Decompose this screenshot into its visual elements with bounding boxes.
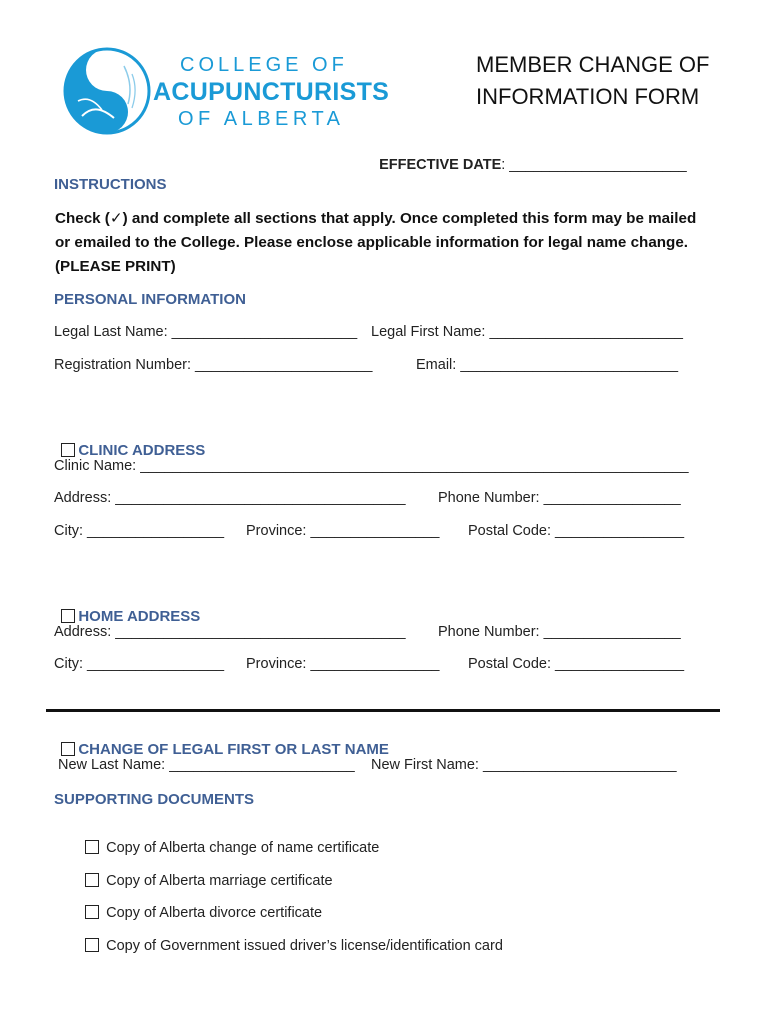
- effective-date-blank[interactable]: : ______________________: [501, 157, 687, 173]
- new-last-name-field[interactable]: New Last Name: _______________________: [58, 757, 355, 773]
- clinic-postal-code-field[interactable]: Postal Code: ________________: [468, 523, 685, 539]
- supporting-doc-item: [77, 824, 379, 856]
- home-address-heading: HOME ADDRESS: [78, 608, 201, 625]
- supporting-doc-label: Copy of Alberta change of name certificate: [106, 840, 380, 856]
- form-title-line-1: MEMBER CHANGE OF: [476, 52, 710, 77]
- supporting-doc-item: [77, 889, 322, 921]
- clinic-province-field[interactable]: Province: ________________: [246, 523, 440, 539]
- home-phone-field[interactable]: Phone Number: _________________: [438, 624, 681, 640]
- home-address-field[interactable]: Address: ____________________________________: [54, 624, 406, 640]
- clinic-address-field[interactable]: Address: ____________________________________: [54, 490, 406, 506]
- clinic-phone-field[interactable]: Phone Number: _________________: [438, 490, 681, 506]
- check-mark-icon: ✓: [109, 210, 123, 227]
- logo-text-acupuncturists: ACUPUNCTURISTS: [153, 78, 390, 106]
- legal-name-change-heading: CHANGE OF LEGAL FIRST OR LAST NAME: [78, 741, 389, 758]
- registration-number-field[interactable]: Registration Number: ______________________: [54, 357, 373, 373]
- instructions-heading: INSTRUCTIONS: [54, 176, 167, 193]
- email-field[interactable]: Email: ___________________________: [416, 357, 679, 373]
- instructions-text: [55, 207, 715, 279]
- clinic-address-section: [53, 425, 205, 459]
- supporting-doc-label: Copy of Alberta marriage certificate: [106, 873, 333, 889]
- effective-date-field[interactable]: [371, 141, 687, 173]
- form-title: [476, 49, 709, 113]
- home-postal-code-field[interactable]: Postal Code: ________________: [468, 656, 685, 672]
- logo-text-of-alberta: OF ALBERTA: [178, 108, 345, 130]
- effective-date-label: EFFECTIVE DATE: [379, 157, 502, 173]
- supporting-doc-checkbox[interactable]: [85, 840, 99, 854]
- new-first-name-field[interactable]: New First Name: ________________________: [371, 757, 677, 773]
- legal-first-name-field[interactable]: Legal First Name: ________________________: [371, 324, 683, 340]
- clinic-name-field[interactable]: Clinic Name: ____________________________________________________________________: [54, 458, 689, 474]
- home-province-field[interactable]: Province: ________________: [246, 656, 440, 672]
- logo-text-college-of: COLLEGE OF: [180, 54, 348, 76]
- supporting-doc-label: Copy of Government issued driver’s license/identification card: [106, 938, 503, 954]
- section-divider: [46, 709, 720, 712]
- supporting-doc-label: Copy of Alberta divorce certificate: [106, 905, 323, 921]
- home-address-section: [53, 591, 200, 625]
- personal-info-heading: PERSONAL INFORMATION: [54, 291, 246, 308]
- instructions-text-rest: ) and complete all sections that apply. Once completed this form may be mailed or emailed to the College. Please enclose applicable information for legal name change. (PLEASE PRINT): [55, 210, 697, 275]
- supporting-doc-checkbox[interactable]: [85, 873, 99, 887]
- form-title-line-2: INFORMATION FORM: [476, 84, 700, 109]
- supporting-doc-item: [77, 922, 503, 954]
- supporting-doc-checkbox[interactable]: [85, 905, 99, 919]
- clinic-address-heading: CLINIC ADDRESS: [78, 442, 206, 459]
- legal-name-change-checkbox[interactable]: [61, 742, 75, 756]
- instructions-text-start: Check (: [55, 210, 110, 227]
- supporting-documents-heading: SUPPORTING DOCUMENTS: [54, 791, 255, 808]
- supporting-doc-item: [77, 857, 333, 889]
- clinic-address-checkbox[interactable]: [61, 443, 75, 457]
- legal-name-change-section: [53, 724, 389, 758]
- logo-yin-yang-icon: [62, 46, 152, 136]
- clinic-city-field[interactable]: City: _________________: [54, 523, 225, 539]
- supporting-doc-checkbox[interactable]: [85, 938, 99, 952]
- home-city-field[interactable]: City: _________________: [54, 656, 225, 672]
- home-address-checkbox[interactable]: [61, 609, 75, 623]
- legal-last-name-field[interactable]: Legal Last Name: _______________________: [54, 324, 358, 340]
